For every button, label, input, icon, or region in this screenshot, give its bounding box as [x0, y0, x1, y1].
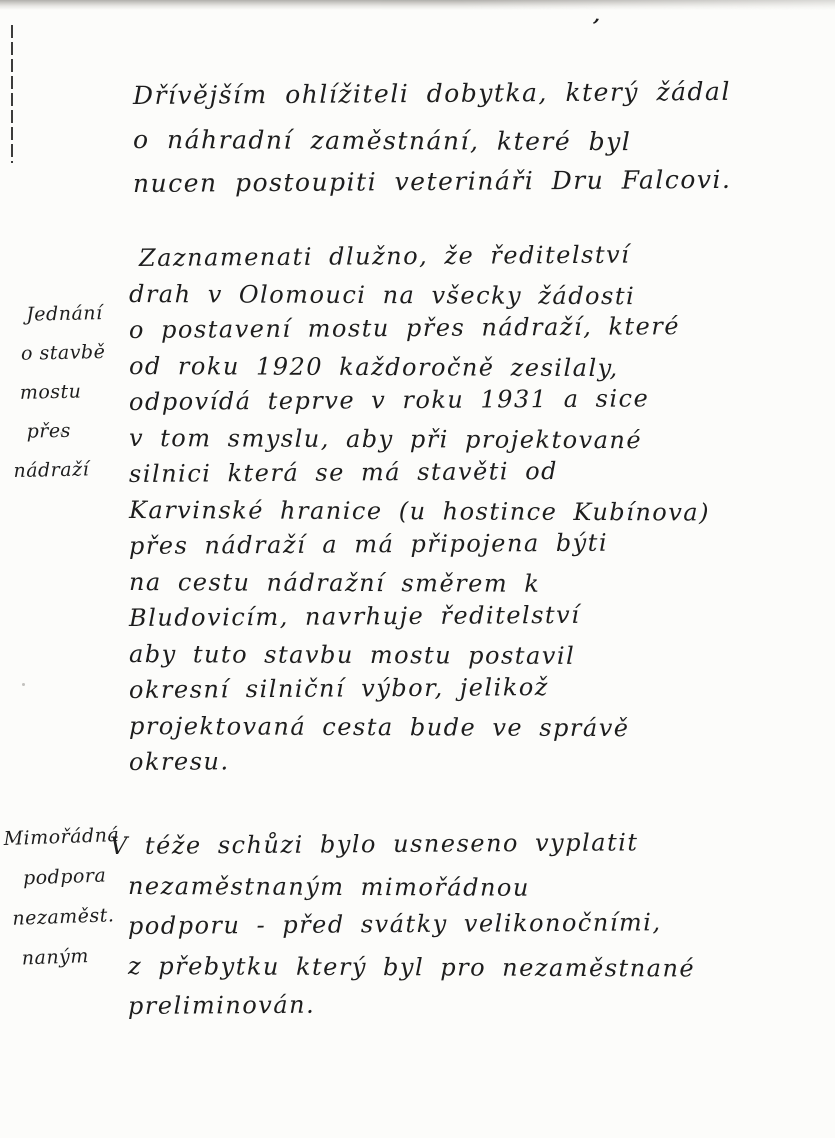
scan-dashed-fold-line-left	[11, 25, 13, 163]
margin-note-line: naným	[21, 945, 90, 970]
stray-ink-mark: ’	[590, 13, 601, 39]
handwritten-line: Dřívějším ohlížiteli dobytka, který žádal	[132, 76, 731, 110]
handwritten-line: preliminován.	[127, 990, 316, 1020]
ink-speck	[22, 683, 25, 686]
handwritten-line: přes nádraží a má připojena býti	[128, 528, 609, 560]
margin-note-unemployment-support	[3, 824, 124, 988]
handwritten-line: nezaměstnaným mimořádnou	[127, 872, 530, 902]
handwritten-line: podporu - před svátky velikonočními,	[127, 908, 662, 940]
handwritten-line: silnici která se má stavěti od	[128, 457, 559, 488]
handwritten-line: o náhradní zaměstnání, které byl	[132, 125, 632, 157]
handwritten-line: odpovídá teprve v roku 1931 a sice	[128, 384, 650, 416]
handwritten-line: od roku 1920 každoročně zesilaly,	[128, 352, 619, 383]
margin-note-line: nezaměst.	[12, 904, 115, 930]
margin-note-line: nádraží	[13, 458, 90, 482]
handwritten-line: drah v Olomouci na všecky žádosti	[128, 280, 636, 311]
handwritten-line: nucen postoupiti veterináři Dru Falcovi.	[132, 164, 732, 198]
handwritten-line: Bludovicím, navrhuje ředitelství	[128, 600, 581, 632]
margin-note-line: Jednání	[25, 302, 103, 326]
margin-note-bridge-over-station	[10, 302, 108, 499]
handwritten-line: z přebytku který byl pro nezaměstnané	[127, 952, 696, 983]
handwritten-line: Zaznamenati dlužno, že ředitelství	[138, 240, 631, 272]
handwritten-line: V téže schůzi bylo usneseno vyplatit	[109, 828, 639, 860]
handwritten-line: na cestu nádražní směrem k	[128, 568, 541, 598]
handwritten-line: o postavení mostu přes nádraží, které	[128, 312, 681, 344]
margin-note-line: Mimořádná	[3, 824, 120, 851]
handwritten-line: projektovaná cesta bude ve správě	[128, 712, 630, 743]
margin-note-line: přes	[26, 419, 72, 443]
margin-note-line: podpora	[22, 864, 107, 890]
handwritten-line: okresu.	[128, 747, 230, 776]
handwritten-line: aby tuto stavbu mostu postavil	[128, 640, 576, 670]
paragraph-extraordinary-support	[109, 826, 696, 1026]
margin-note-line: o stavbě	[20, 341, 106, 365]
handwritten-line: okresní silniční výbor, jelikož	[128, 673, 549, 704]
margin-note-line: mostu	[19, 380, 82, 404]
paragraph-cattle-inspector	[133, 74, 731, 206]
paragraph-bridge-negotiations	[129, 240, 710, 780]
handwritten-line: v tom smyslu, aby při projektované	[128, 424, 643, 455]
handwritten-line: Karvinské hranice (u hostince Kubínova)	[128, 496, 711, 527]
scan-smudge-top-edge	[0, 0, 835, 10]
